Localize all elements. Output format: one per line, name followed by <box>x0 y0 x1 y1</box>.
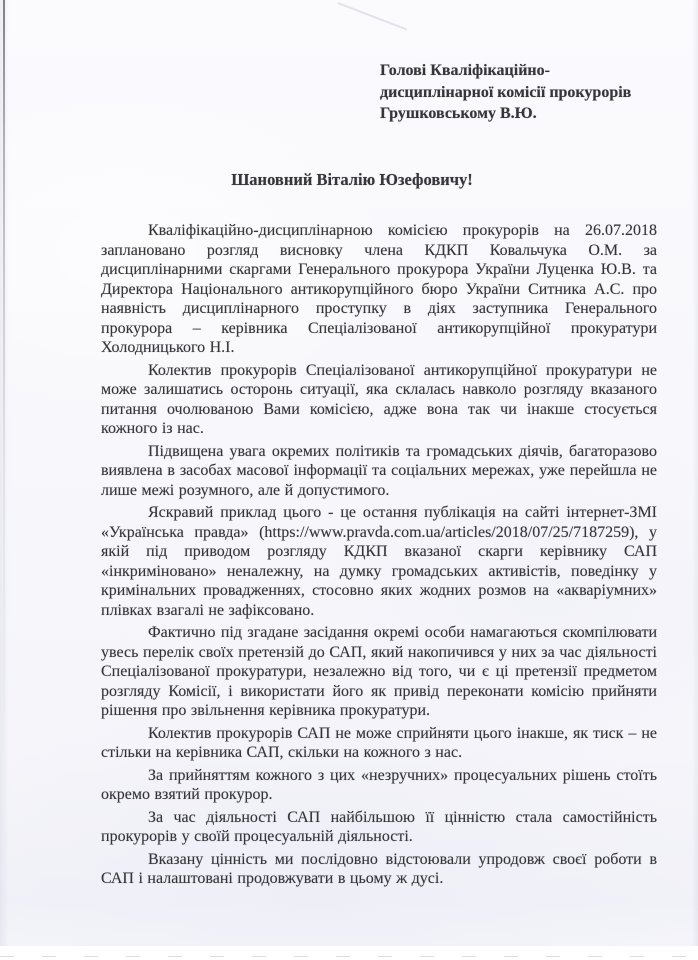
letter-paragraph: Колектив прокурорів САП не може сприйняти цього інакше, як тиск – не стільки на керівника САП, скільки на кожного з нас. <box>101 724 657 761</box>
letter-paragraph: Фактично під згадане засідання окремі особи намагаються скомпілювати увесь перелік своїх претензій до САП, який накопичився у них за час діяльності Спеціалізованої прокуратури, незалежно від того, чи є ці претензії предметом розгляду Комісії, і використати його як привід переконати комісію прийняти рішення про звільнення керівника прокуратури. <box>101 624 657 719</box>
letter-paragraph: За прийняттям кожного з цих «незручних» процесуальних рішень стоїть окремо взятий прокурор. <box>101 766 657 803</box>
scan-bottom-dashes <box>0 956 698 957</box>
recipient-line-1: Голові Кваліфікаційно- <box>380 62 550 79</box>
salutation: Шановний Віталію Юзефовичу! <box>231 170 473 189</box>
recipient-block <box>380 60 670 125</box>
letter-paragraph: Яскравий приклад цього - це остання публікація на сайті інтернет-ЗМІ «Українська правда» (https://www.pravda.com.ua/articles/2018/07/25/7187259), у якій під приводом розгляду КДКП вказаної скарги керівнику САП «інкриміновано» неналежну, на думку громадських активістів, поведінку у кримінальних провадженнях, стосовно яких жодних розмов на «акваріумних» плівках взагалі не зафіксовано. <box>101 504 657 619</box>
scan-right-shading <box>692 0 698 960</box>
letter-body <box>101 221 657 892</box>
letter-paragraph: Кваліфікаційно-дисциплінарною комісією прокурорів на 26.07.2018 заплановано розгляд висновку члена КДКП Ковальчука О.М. за дисциплінарними скаргами Генерального прокурора України Луценка Ю.В. та Директора Національного антикорупційного бюро України Ситника А.С. про наявність дисциплінарного проступку в діях заступника Генерального прокурора – керівника Спеціалізованої антикорупційної прокуратури Холодницького Н.І. <box>101 222 657 356</box>
letter-paragraph: За час діяльності САП найбільшою її цінністю стала самостійність прокурорів у своїй процесуальній діяльності. <box>101 808 657 845</box>
recipient-line-3: Грушковському В.Ю. <box>380 105 537 122</box>
scan-left-edge-line <box>3 0 5 760</box>
letter-paragraph: Вказану цінність ми послідовно відстоювали упродовж своєї роботи в САП і налаштовані продовжувати в цьому ж дусі. <box>101 850 657 887</box>
recipient-line-2: дисциплінарної комісії прокурорів <box>380 83 632 101</box>
scan-bottom-edge <box>0 946 698 960</box>
letter-paragraph: Підвищена увага окремих політиків та громадських діячів, багаторазово виявлена в засобах масової інформації та соціальних мережах, уже перейшла не лише межі розумного, але й допустимого. <box>101 442 657 499</box>
scan-scratch-artifact <box>337 2 407 30</box>
letter-paragraph: Колектив прокурорів Спеціалізованої антикорупційної прокуратури не може залишатись осторонь ситуації, яка склалась навколо розгляду вказаного питання очолюваною Вами комісією, адже вона так чи інакше стосується кожного із нас. <box>101 361 657 437</box>
